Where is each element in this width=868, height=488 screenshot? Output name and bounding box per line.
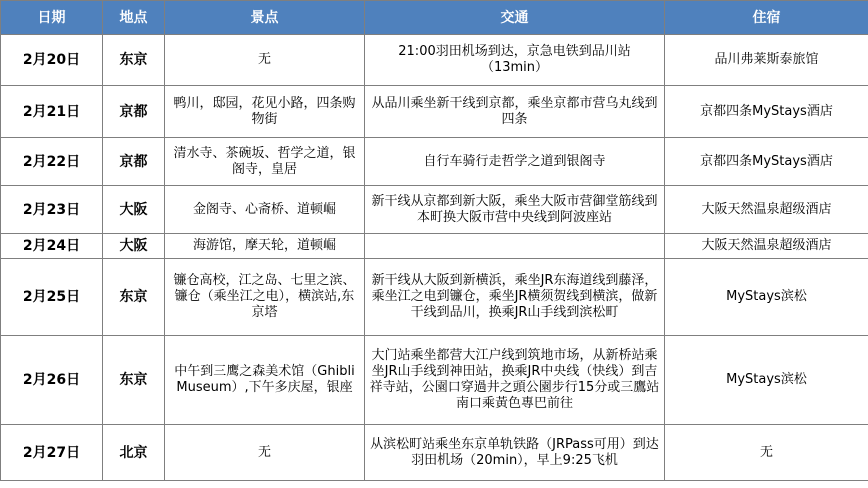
header-place: 地点 [103, 1, 165, 35]
transport-cell: 从滨松町站乘坐东京单轨铁路（JRPass可用）到达羽田机场（20min），早上9:25飞机 [365, 425, 665, 481]
place-cell: 大阪 [103, 186, 165, 234]
lodging-cell: 大阪天然温泉超级酒店 [665, 234, 868, 259]
lodging-cell: MyStays滨松 [665, 259, 868, 336]
lodging-cell: 大阪天然温泉超级酒店 [665, 186, 868, 234]
transport-cell: 21:00羽田机场到达，京急电铁到品川站（13min） [365, 35, 665, 86]
lodging-cell: 京都四条MyStays酒店 [665, 138, 868, 186]
place-cell: 大阪 [103, 234, 165, 259]
date-cell: 2月24日 [1, 234, 103, 259]
lodging-cell: 品川弗莱斯泰旅馆 [665, 35, 868, 86]
table-row [1, 138, 868, 186]
transport-cell: 大门站乘坐都营大江户线到筑地市场，从新桥站乘坐JR山手线到神田站，换乘JR中央线（快线）到吉祥寺站，公園口穿過井之頭公園步行15分或三鷹站南口乘黃色專巴前往 [365, 336, 665, 425]
table-row [1, 336, 868, 425]
date-cell: 2月23日 [1, 186, 103, 234]
date-cell: 2月26日 [1, 336, 103, 425]
sights-cell: 无 [165, 35, 365, 86]
header-date: 日期 [1, 1, 103, 35]
transport-cell: 自行车骑行走哲学之道到银阁寺 [365, 138, 665, 186]
place-cell: 京都 [103, 86, 165, 138]
sights-cell: 无 [165, 425, 365, 481]
transport-cell [365, 234, 665, 259]
table-row [1, 425, 868, 481]
table-row [1, 186, 868, 234]
sights-cell: 金阁寺、心斋桥、道顿崛 [165, 186, 365, 234]
date-cell: 2月27日 [1, 425, 103, 481]
date-cell: 2月22日 [1, 138, 103, 186]
place-cell: 东京 [103, 336, 165, 425]
transport-cell: 从品川乘坐新干线到京都，乘坐京都市营乌丸线到四条 [365, 86, 665, 138]
place-cell: 东京 [103, 35, 165, 86]
place-cell: 北京 [103, 425, 165, 481]
lodging-cell: 京都四条MyStays酒店 [665, 86, 868, 138]
table-row [1, 259, 868, 336]
date-cell: 2月20日 [1, 35, 103, 86]
table-row [1, 86, 868, 138]
header-lodging: 住宿 [665, 1, 868, 35]
sights-cell: 海游馆，摩天轮，道顿崛 [165, 234, 365, 259]
lodging-cell: MyStays滨松 [665, 336, 868, 425]
sights-cell: 清水寺、茶碗坂、哲学之道，银阁寺，皇居 [165, 138, 365, 186]
lodging-cell: 无 [665, 425, 868, 481]
place-cell: 东京 [103, 259, 165, 336]
table-row [1, 35, 868, 86]
transport-cell: 新干线从京都到新大阪，乘坐大阪市营御堂筋线到本町换大阪市营中央线到阿波座站 [365, 186, 665, 234]
place-cell: 京都 [103, 138, 165, 186]
table-row [1, 234, 868, 259]
sights-cell: 镰仓高校，江之岛、七里之滨、镰仓（乘坐江之电），横滨站,东京塔 [165, 259, 365, 336]
sights-cell: 鸭川，邸园，花见小路，四条购物街 [165, 86, 365, 138]
header-sights: 景点 [165, 1, 365, 35]
date-cell: 2月25日 [1, 259, 103, 336]
date-cell: 2月21日 [1, 86, 103, 138]
sights-cell: 中午到三鹰之森美术馆（Ghibli Museum）,下午多庆屋，银座 [165, 336, 365, 425]
header-transport: 交通 [365, 1, 665, 35]
transport-cell: 新干线从大阪到新横浜，乘坐JR东海道线到藤泽，乘坐江之电到镰仓，乘坐JR横须贺线到横滨，做新干线到品川，换乘JR山手线到滨松町 [365, 259, 665, 336]
header-row [1, 1, 868, 35]
